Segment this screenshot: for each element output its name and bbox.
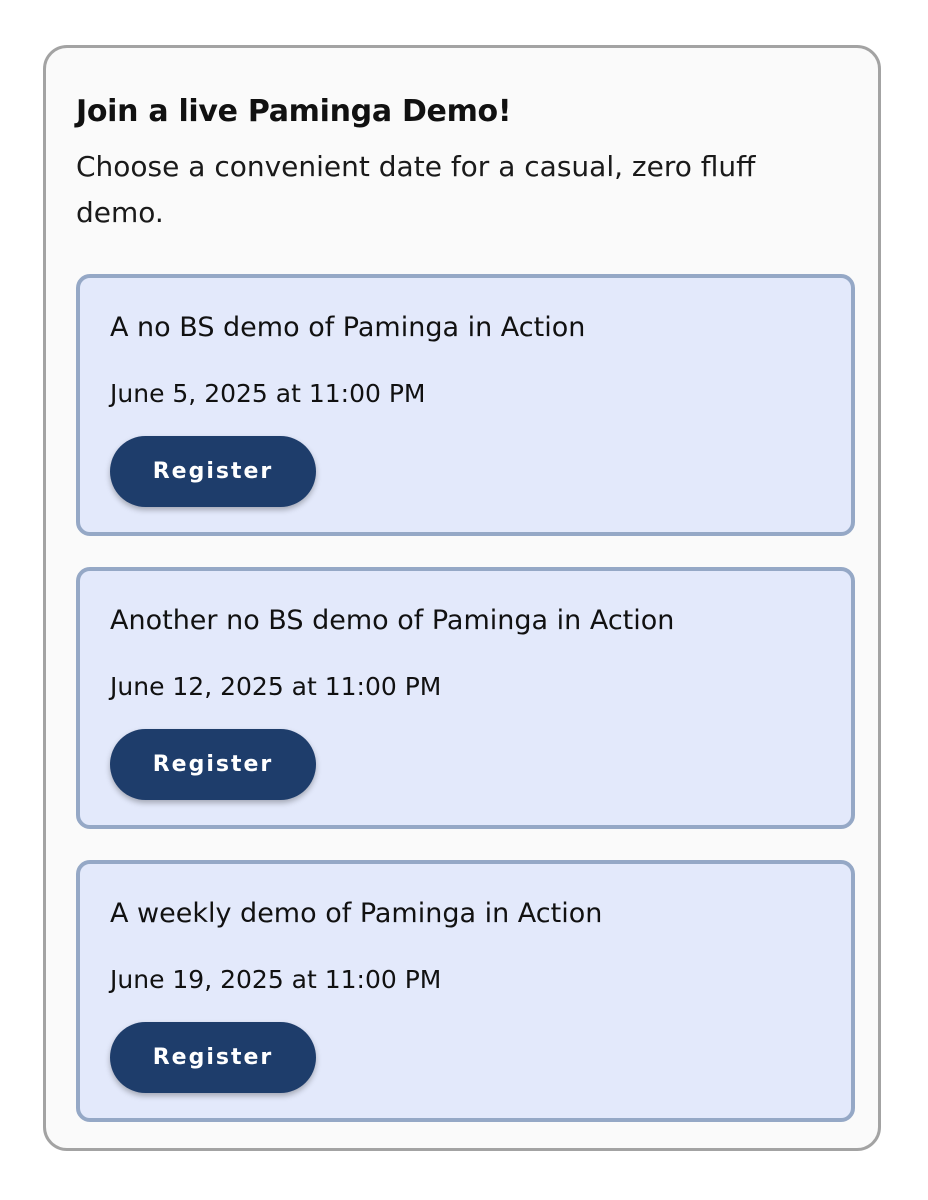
event-title: A no BS demo of Paminga in Action	[110, 312, 586, 343]
register-button[interactable]: Register	[110, 729, 316, 800]
event-list	[76, 274, 848, 1122]
event-card	[76, 274, 855, 536]
widget-subtitle: Choose a convenient date for a casual, zero fluff demo.	[76, 150, 756, 229]
widget-title: Join a live Paminga Demo!	[76, 94, 512, 129]
event-date: June 5, 2025 at 11:00 PM	[110, 379, 426, 408]
event-card	[76, 860, 855, 1122]
event-title: A weekly demo of Paminga in Action	[110, 898, 603, 929]
event-title: Another no BS demo of Paminga in Action	[110, 605, 675, 636]
demo-signup-widget	[43, 45, 881, 1151]
event-date: June 19, 2025 at 11:00 PM	[110, 965, 442, 994]
register-button[interactable]: Register	[110, 1022, 316, 1093]
event-date: June 12, 2025 at 11:00 PM	[110, 672, 442, 701]
event-card	[76, 567, 855, 829]
register-button[interactable]: Register	[110, 436, 316, 507]
